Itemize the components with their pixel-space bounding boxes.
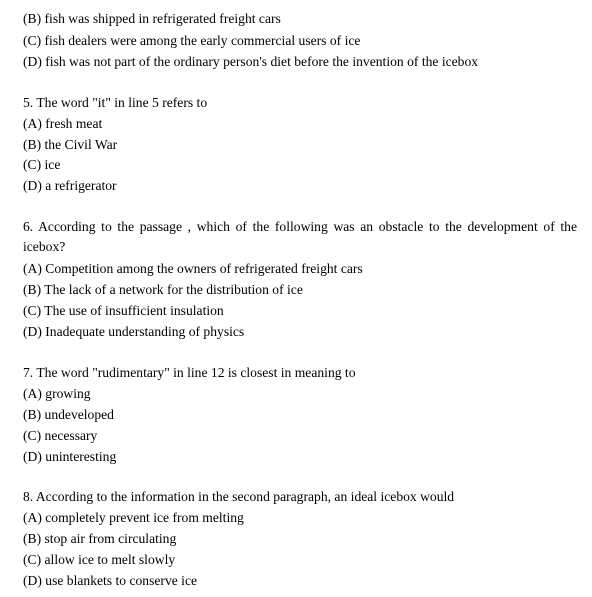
question-5: 5. The word "it" in line 5 refers to <box>23 95 208 110</box>
question-8-option-c: (C) allow ice to melt slowly <box>23 552 176 567</box>
question-7-option-a: (A) growing <box>23 386 91 401</box>
option-d: (D) fish was not part of the ordinary person's diet before the invention of the icebox <box>23 54 479 69</box>
question-7-option-d: (D) uninteresting <box>23 449 117 464</box>
option-c: (C) fish dealers were among the early commercial users of ice <box>23 33 361 48</box>
question-6-option-a: (A) Competition among the owners of refrigerated freight cars <box>23 261 363 276</box>
question-8-option-a: (A) completely prevent ice from melting <box>23 510 244 525</box>
question-7-option-b: (B) undeveloped <box>23 407 114 422</box>
question-8-option-d: (D) use blankets to conserve ice <box>23 573 198 588</box>
question-5-option-c: (C) ice <box>23 157 61 172</box>
question-8: 8. According to the information in the second paragraph, an ideal icebox would <box>23 489 455 504</box>
question-7: 7. The word "rudimentary" in line 12 is closest in meaning to <box>23 365 356 380</box>
question-6: 6. According to the passage , which of the following was an obstacle to the development of the icebox? <box>23 219 577 254</box>
option-b: (B) fish was shipped in refrigerated freight cars <box>23 11 281 26</box>
question-6-option-c: (C) The use of insufficient insulation <box>23 303 224 318</box>
question-5-option-a: (A) fresh meat <box>23 116 103 131</box>
question-8-option-b: (B) stop air from circulating <box>23 531 177 546</box>
question-5-option-b: (B) the Civil War <box>23 137 118 152</box>
question-7-option-c: (C) necessary <box>23 428 98 443</box>
question-6-option-b: (B) The lack of a network for the distribution of ice <box>23 282 303 297</box>
question-6-option-d: (D) Inadequate understanding of physics <box>23 324 245 339</box>
question-5-option-d: (D) a refrigerator <box>23 178 117 193</box>
